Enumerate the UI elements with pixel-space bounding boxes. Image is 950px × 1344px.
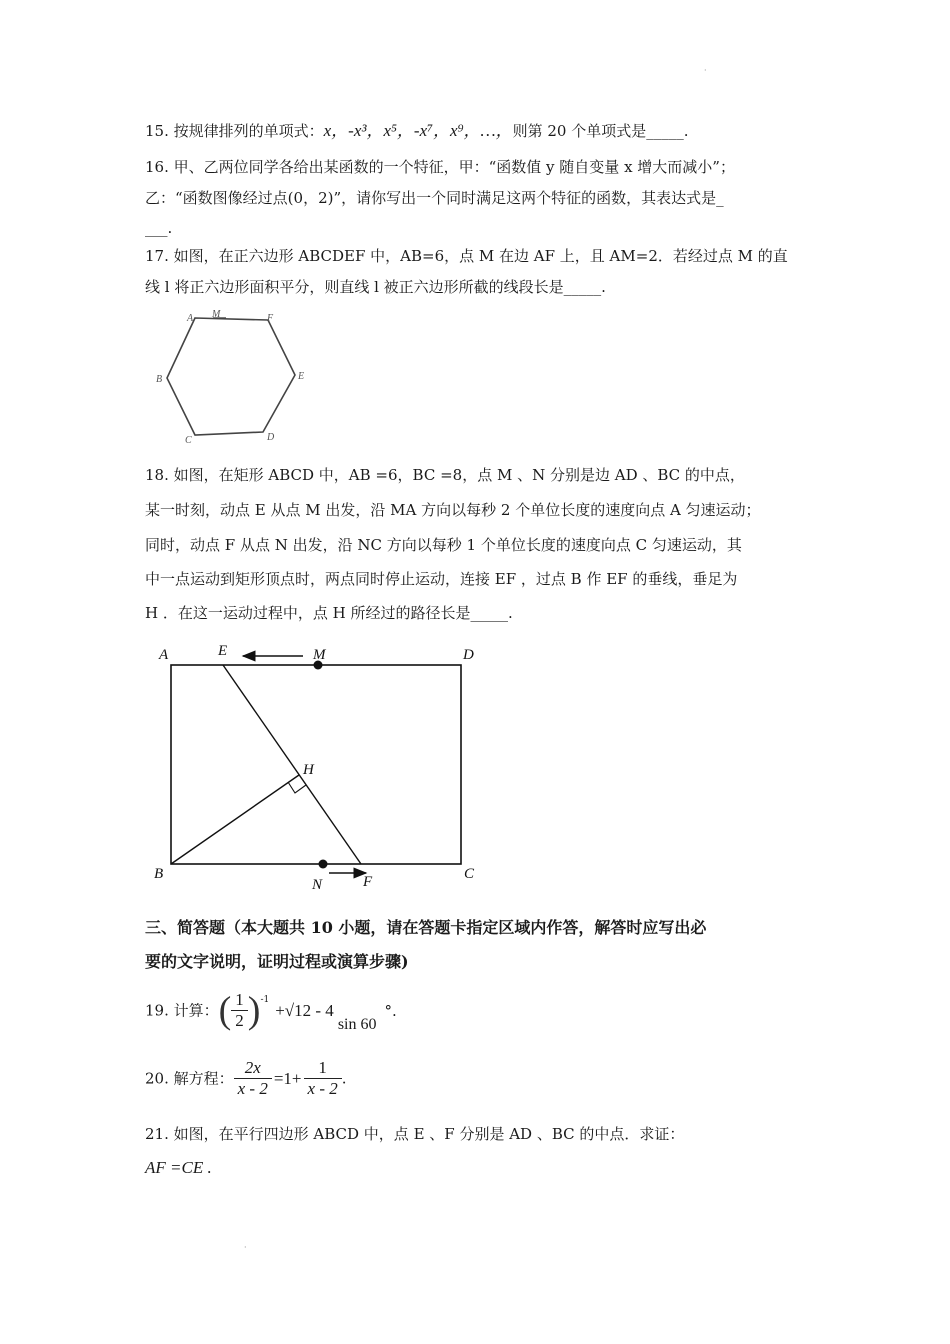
page-mark: · — [704, 66, 707, 75]
q20-fraction-1 — [234, 1058, 272, 1099]
label-m: M — [313, 647, 326, 663]
label-b: B — [156, 374, 163, 385]
question-15 — [145, 121, 689, 141]
label-a: A — [187, 313, 194, 324]
q19-middle: +√12 - 4 — [275, 1000, 334, 1020]
segment-bh — [171, 775, 299, 864]
rectangle-figure — [145, 638, 495, 898]
hexagon-figure — [140, 305, 320, 450]
section-3-heading-line-1: 三、简答题（本大题共 10 小题，请在答题卡指定区域内作答，解答时应写出必 — [145, 918, 707, 937]
q20-fraction-2 — [304, 1058, 342, 1099]
q15-prefix: 15. 按规律排列的单项式： — [145, 122, 324, 140]
question-18-line-2: 某一时刻，动点 E 从点 M 出发，沿 MA 方向以每秒 2 个单位长度的速度向点 A 匀速运动； — [145, 501, 761, 519]
segment-ef — [223, 665, 361, 864]
page-mark: · — [244, 1243, 247, 1252]
label-f: F — [267, 313, 274, 324]
q20-num-1: 2x — [234, 1058, 272, 1079]
label-c: C — [185, 435, 192, 446]
question-18-line-3: 同时，动点 F 从点 N 出发，沿 NC 方向以每秒 1 个单位长度的速度向点 C 匀速运动，其 — [145, 536, 742, 554]
question-17-line-2: 线 l 将正六边形面积平分，则直线 l 被正六边形所截的线段长是_____. — [145, 278, 606, 296]
label-e: E — [298, 371, 305, 382]
q20-num-2: 1 — [304, 1058, 342, 1079]
q19-frac-den: 2 — [235, 1011, 244, 1030]
label-b: B — [154, 866, 164, 882]
label-d: D — [267, 432, 275, 443]
label-n: N — [312, 877, 323, 893]
question-16-line-1: 16. 甲、乙两位同学各给出某函数的一个特征，甲：“函数值 y 随自变量 x 增大而减小”； — [145, 158, 735, 176]
q15-terms: x，-x³，x⁵，-x⁷，x⁹，…， — [323, 121, 513, 140]
label-f: F — [363, 874, 373, 890]
q20-end: . — [341, 1069, 347, 1088]
q20-den-1: x - 2 — [237, 1079, 268, 1098]
question-17-line-1: 17. 如图，在正六边形 ABCDEF 中，AB=6，点 M 在边 AF 上，且 AM=2．若经过点 M 的直 — [145, 247, 788, 265]
hexagon-shape — [167, 318, 295, 435]
question-18-line-1: 18. 如图，在矩形 ABCD 中，AB =6，BC =8，点 M 、N 分别是边 AD 、BC 的中点， — [145, 466, 745, 484]
q19-sin: sin 60 — [337, 1015, 377, 1033]
q20-prefix: 20. 解方程： — [145, 1069, 234, 1088]
right-paren-icon: ) — [247, 989, 261, 1032]
point-n — [319, 860, 328, 869]
question-21-line-1: 21. 如图，在平行四边形 ABCD 中，点 E 、F 分别是 AD 、BC 的中点．求证： — [145, 1125, 685, 1143]
question-19 — [145, 990, 397, 1040]
question-21-line-2: AF =CE . — [145, 1158, 212, 1177]
q19-prefix: 19. 计算： — [145, 1001, 219, 1020]
section-3-heading-line-2: 要的文字说明，证明过程或演算步骤) — [145, 952, 409, 971]
q15-suffix: 则第 20 个单项式是_____. — [512, 122, 689, 140]
q20-equals: =1+ — [273, 1068, 302, 1088]
question-16-line-2: 乙：“函数图像经过点(0，2)”，请你写出一个同时满足这两个特征的函数，其表达式是_ — [145, 189, 724, 207]
label-a: A — [159, 647, 169, 663]
question-18-line-4: 中一点运动到矩形顶点时，两点同时停止运动，连接 EF ，过点 B 作 EF 的垂线，垂足为 — [145, 570, 738, 588]
q19-frac-num: 1 — [231, 990, 248, 1011]
label-d: D — [463, 647, 474, 663]
q20-den-2: x - 2 — [307, 1079, 338, 1098]
q19-degree: °. — [384, 1001, 397, 1020]
label-e: E — [218, 643, 228, 659]
left-paren-icon: ( — [218, 989, 232, 1032]
label-m: M — [212, 309, 221, 320]
question-16-line-3: ___. — [145, 219, 173, 237]
label-c: C — [464, 866, 475, 882]
q19-fraction — [231, 990, 248, 1031]
question-18-line-5: H ．在这一运动过程中，点 H 所经过的路径长是_____. — [145, 604, 513, 622]
right-angle-mark — [288, 782, 306, 793]
question-20 — [145, 1058, 347, 1106]
q19-exponent: -1 — [260, 995, 270, 1005]
label-h: H — [303, 762, 314, 778]
